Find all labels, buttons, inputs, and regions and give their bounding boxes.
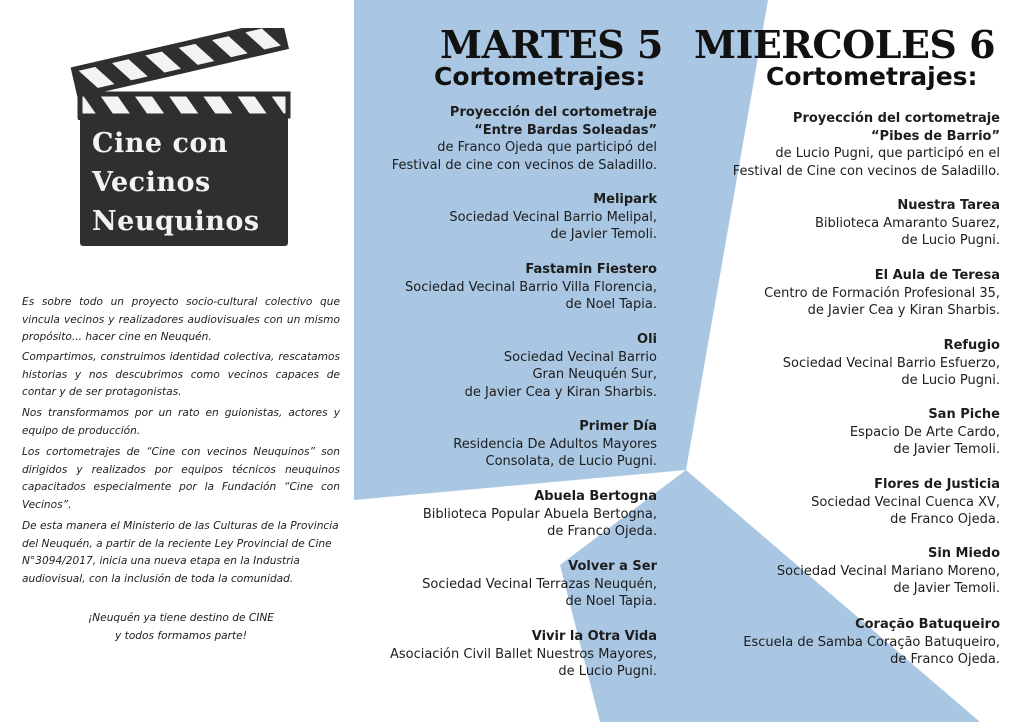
film-entry <box>297 104 657 174</box>
film-entry <box>297 191 657 244</box>
intro-paragraph-3: Nos transformamos por un rato en guionistas, actores y equipo de producción. <box>22 407 340 437</box>
film-title: Fastamin Fiestero <box>525 262 657 277</box>
film-title: San Piche <box>928 407 1000 422</box>
film-title: Abuela Bertogna <box>534 489 657 504</box>
film-detail: de Franco Ojeda que participó del Festival de cine con vecinos de Saladillo. <box>391 140 657 173</box>
day-heading-martes: MARTES 5 <box>440 22 663 67</box>
film-title: Sin Miedo <box>927 546 1000 561</box>
film-entry <box>297 261 657 314</box>
intro-paragraph-1: Es sobre todo un proyecto socio-cultural colectivo que vincula vecinos y realizadores audiovisuales con un mismo propósito... hacer cine en Neuquén. <box>22 296 340 343</box>
film-detail: de Lucio Pugni, que participó en el Festival de Cine con vecinos de Saladillo. <box>732 146 1000 179</box>
film-detail: Biblioteca Popular Abuela Bertogna, de Franco Ojeda. <box>422 506 657 539</box>
film-entry <box>670 616 1000 669</box>
film-title: El Aula de Teresa <box>874 268 1000 283</box>
film-entry <box>670 110 1000 180</box>
day-heading-miercoles: MIERCOLES 6 <box>694 22 996 67</box>
film-title: Refugio <box>943 338 1000 353</box>
film-entry <box>670 476 1000 529</box>
film-entry <box>297 488 657 541</box>
film-title: Proyección del cortometraje “Pibes de Barrio” <box>792 111 1000 144</box>
film-title: Vivir la Otra Vida <box>531 629 657 644</box>
subheading-martes: Cortometrajes: <box>434 62 646 91</box>
film-detail: Asociación Civil Ballet Nuestros Mayores, de Lucio Pugni. <box>389 646 657 679</box>
logo-title-line-2: Vecinos <box>92 167 211 198</box>
film-detail: Sociedad Vecinal Barrio Gran Neuquén Sur, de Javier Cea y Kiran Sharbis. <box>464 349 657 400</box>
film-detail: Sociedad Vecinal Mariano Moreno, de Javier Temoli. <box>776 563 1000 596</box>
film-title: Nuestra Tarea <box>897 198 1000 213</box>
film-title: Volver a Ser <box>568 559 657 574</box>
subheading-miercoles: Cortometrajes: <box>766 62 978 91</box>
film-entry <box>297 331 657 401</box>
film-detail: Sociedad Vecinal Barrio Melipal, de Javier Temoli. <box>449 209 657 242</box>
film-title: Melipark <box>593 192 657 207</box>
film-entry <box>670 406 1000 459</box>
closing-line-1: ¡Neuquén ya tiene destino de CINE <box>88 612 274 624</box>
intro-paragraph-4: Los cortometrajes de “Cine con vecinos Neuquinos” son dirigidos y realizados por equipos técnicos neuquinos capacitados especialmente por la Fundación “Cine con Vecinos”. <box>22 446 340 511</box>
logo-title-line-1: Cine con <box>92 128 229 159</box>
film-entry <box>670 267 1000 320</box>
film-entry <box>297 418 657 471</box>
film-detail: Biblioteca Amaranto Suarez, de Lucio Pugni. <box>814 215 1000 248</box>
film-title: Proyección del cortometraje “Entre Bardas Soleadas” <box>449 105 657 138</box>
film-detail: Sociedad Vecinal Barrio Villa Florencia, de Noel Tapia. <box>405 279 657 312</box>
film-entry <box>297 558 657 611</box>
film-title: Oli <box>637 332 657 347</box>
film-entry <box>670 337 1000 390</box>
film-detail: Sociedad Vecinal Cuenca XV, de Franco Ojeda. <box>811 494 1000 527</box>
intro-paragraph-5: De esta manera el Ministerio de las Culturas de la Provincia del Neuquén, a partir de la reciente Ley Provincial de Cine N°3094/2017, inicia una nueva etapa en la Industria audiovisual, con la inclusión de toda la comunidad. <box>22 520 339 585</box>
film-detail: Espacio De Arte Cardo, de Javier Temoli. <box>849 424 1000 457</box>
film-entry <box>297 628 657 681</box>
film-title: Coração Batuqueiro <box>855 617 1000 632</box>
film-detail: Sociedad Vecinal Barrio Esfuerzo, de Lucio Pugni. <box>782 355 1000 388</box>
film-detail: Residencia De Adultos Mayores Consolata, de Lucio Pugni. <box>453 436 657 469</box>
film-title: Primer Día <box>579 419 657 434</box>
film-detail: Centro de Formación Profesional 35, de Javier Cea y Kiran Sharbis. <box>764 285 1000 318</box>
film-entry <box>670 197 1000 250</box>
film-detail: Escuela de Samba Coração Batuqueiro, de Franco Ojeda. <box>743 634 1000 667</box>
film-title: Flores de Justicia <box>874 477 1000 492</box>
film-detail: Sociedad Vecinal Terrazas Neuquén, de Noel Tapia. <box>422 576 657 609</box>
film-entry <box>670 545 1000 598</box>
closing-line-2: y todos formamos parte! <box>115 630 247 642</box>
logo-title-line-3: Neuquinos <box>92 206 260 237</box>
intro-paragraph-2: Compartimos, construimos identidad colectiva, rescatamos historias y nos descubrimos como vecinos capaces de contar y de ser protagonistas. <box>22 351 340 398</box>
